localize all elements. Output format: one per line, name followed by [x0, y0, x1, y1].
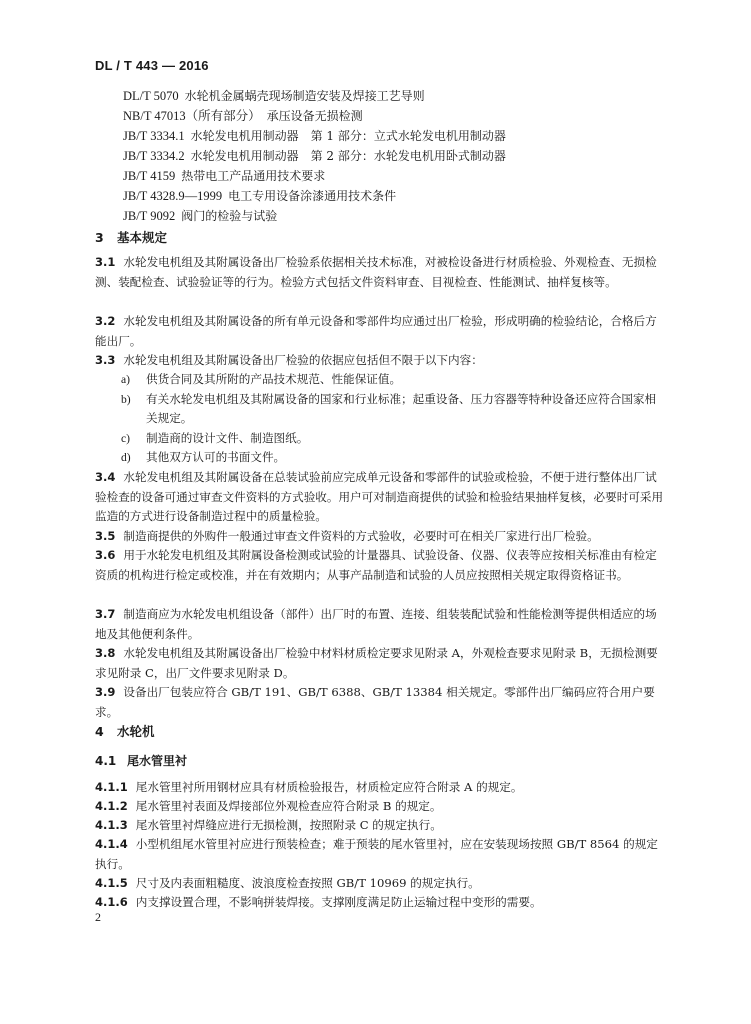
clause-3-4: 3.4 水轮发电机组及其附属设备在总装试验前应完成单元设备和零部件的试验或检验，不便于进行整体出厂试验检查的设备可通过审查文件资料的方式验收。用户可对制造商提供的试验和检验结果抽样复核，必要时可采用监造的方式进行设备制造过程中的质量检验。 [95, 470, 664, 523]
clause-3-6: 3.6 用于水轮发电机组及其附属设备检测或试验的计量器具、试验设备、仪器、仪表等应按相关标准由有检定资质的机构进行检定或校准，并在有效期内；从事产品制造和试验的人员应按照相关规定取得资格证书。 [95, 548, 657, 582]
normative-references-list [123, 86, 506, 226]
reference-item: JB/T 4159 热带电工产品通用技术要求 [123, 169, 326, 183]
reference-item: DL/T 5070 水轮机金属蜗壳现场制造安装及焊接工艺导则 [123, 89, 425, 103]
clause-3-2: 3.2 水轮发电机组及其附属设备的所有单元设备和零部件均应通过出厂检验，形成明确的检验结论，合格后方能出厂。 [95, 314, 657, 348]
clause-3-1: 3.1 水轮发电机组及其附属设备出厂检验系依据相关技术标准，对被检设备进行材质检验、外观检查、无损检测、装配检查、试验验证等的行为。检验方式包括文件资料审查、目视检查、性能测试、抽样复核等。 [95, 255, 657, 289]
clause-3-3: 3.3 水轮发电机组及其附属设备出厂检验的依据应包括但不限于以下内容： [95, 353, 483, 367]
clause-4-1-5: 4.1.5 尺寸及内表面粗糙度、波浪度检查按照 GB/T 10969 的规定执行。 [95, 876, 480, 890]
clause-4-1-3: 4.1.3 尾水管里衬焊缝应进行无损检测，按照附录 C 的规定执行。 [95, 818, 442, 832]
section-heading: 3 基本规定 [95, 230, 168, 245]
list-item: d) 其他双方认可的书面文件。 [121, 450, 286, 464]
list-item: b) 有关水轮发电机组及其附属设备的国家和行业标准；起重设备、压力容器等特种设备还应符合国家相关规定。 [121, 391, 657, 425]
clause-3-5: 3.5 制造商提供的外购件一般通过审查文件资料的方式验收，必要时可在相关厂家进行出厂检验。 [95, 529, 599, 543]
clause-4-1-4: 4.1.4 小型机组尾水管里衬应进行预装检查；难于预装的尾水管里衬，应在安装现场按照 GB/T 8564 的规定执行。 [95, 837, 658, 871]
list-item: c) 制造商的设计文件、制造图纸。 [121, 430, 309, 445]
page-number: 2 [95, 910, 101, 924]
list-item: a) 供货合同及其所附的产品技术规范、性能保证值。 [121, 372, 402, 386]
reference-item: JB/T 3334.1 水轮发电机用制动器 第 1 部分：立式水轮发电机用制动器 [123, 129, 506, 143]
basis-list [121, 370, 666, 468]
reference-item: JB/T 4328.9—1999 电工专用设备涂漆通用技术条件 [123, 189, 397, 203]
clause-3-7: 3.7 制造商应为水轮发电机组设备（部件）出厂时的布置、连接、组装装配试验和性能检测等提供相适应的场地及其他便利条件。 [95, 607, 657, 641]
clause-4-1-2: 4.1.2 尾水管里衬表面及焊接部位外观检查应符合附录 B 的规定。 [95, 799, 442, 813]
clause-3-9: 3.9 设备出厂包装应符合 GB/T 191、GB/T 6388、GB/T 13384 相关规定。零部件出厂编码应符合用户要求。 [95, 685, 655, 719]
clause-4-1-1: 4.1.1 尾水管里衬所用钢材应具有材质检验报告，材质检定应符合附录 A 的规定。 [95, 780, 523, 794]
clause-4-1-6: 4.1.6 内支撑设置合理，不影响拼装焊接。支撑刚度满足防止运输过程中变形的需要。 [95, 895, 542, 909]
clause-3-8: 3.8 水轮发电机组及其附属设备出厂检验中材料材质检定要求见附录 A，外观检查要求见附录 B，无损检测要求见附录 C，出厂文件要求见附录 D。 [95, 646, 658, 680]
section-heading: 4 水轮机 [95, 724, 155, 739]
reference-item: NB/T 47013（所有部分） 承压设备无损检测 [123, 109, 363, 123]
subsection-heading: 4.1 尾水管里衬 [95, 754, 188, 768]
reference-item: JB/T 3334.2 水轮发电机用制动器 第 2 部分：水轮发电机用卧式制动器 [123, 149, 506, 163]
reference-item: JB/T 9092 阀门的检验与试验 [123, 209, 278, 223]
standard-header: DL / T 443 — 2016 [95, 58, 209, 73]
